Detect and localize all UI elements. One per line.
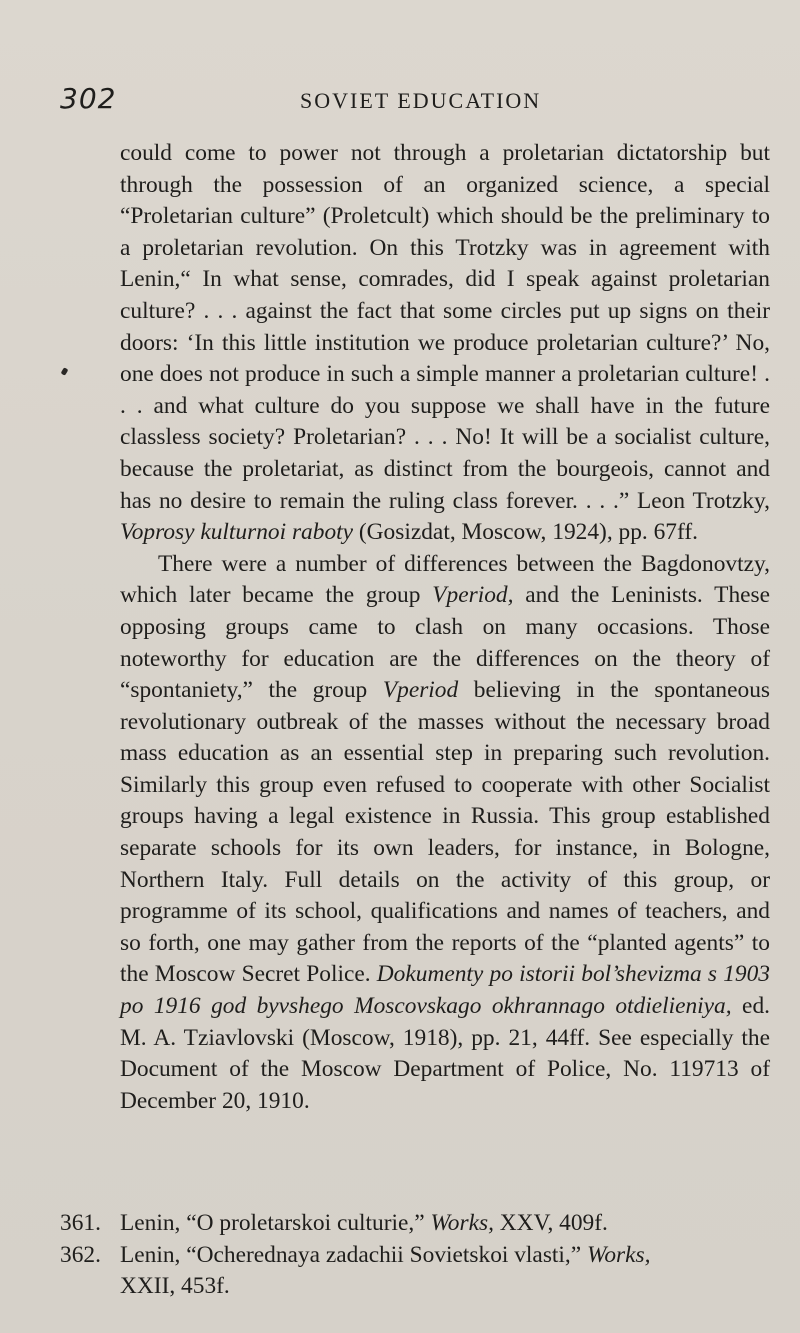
endnote-number: 362. (60, 1241, 101, 1268)
running-head: SOVIET EDUCATION (300, 88, 542, 113)
margin-mark (61, 367, 69, 376)
group-name: Vperiod, (432, 582, 514, 609)
book-title: Voprosy kulturnoi raboty (120, 519, 354, 546)
endnote-text: Lenin, “Ocherednaya zadachii Sovietskoi vlasti,” Works, (120, 1241, 651, 1268)
endnote-number: 361. (60, 1210, 101, 1236)
page-header (60, 82, 760, 122)
paragraph-vperiod: There were a number of differences between the Bagdonovtzy, which later became the group Vperiod, and the Leninists. These opposing groups came to clash on many occasions. Those noteworthy for education are the differences on the theory of “spontaniety,” the group Vperiod believing in the spontaneous revolutionary outbreak of the masses without the necessary broad mass education as an essential step in preparing such revolution. Similarly this group even refused to cooperate with other Socialist groups having a legal existence in Russia. This group established separate schools for its own leaders, for instance, in Bologne, Northern Italy. Full details on the activity of this group, or programme of its school, qualifications and names of teachers, and so forth, one may gather from the reports of the “planted agents” to the Moscow Secret Police. Dokumenty po istorii bol’shevizma s 1903 po 1916 god byvshego Moscovskago okhrannago otdielieniya, ed. M. A. Tziavlovski (Moscow, 1918), pp. 21, 44ff. See especially the Document of the Moscow Department of Police, No. 119713 of December 20, 1910. (120, 550, 770, 1114)
group-name: Vperiod (382, 677, 459, 704)
body-text (120, 138, 770, 1117)
endnote (60, 1240, 780, 1272)
endnote-text: Lenin, “O proletarskoi culturie,” Works, XXV, 409f. (120, 1210, 608, 1236)
page-number: 302 (60, 82, 117, 115)
endnotes (60, 1208, 780, 1303)
book-title: Dokumenty po istorii bol’shevizma s 1903 po 1916 god byvshego Moscovskago okhrannago otdielieniya, (120, 961, 770, 1020)
endnote (60, 1208, 780, 1240)
endnote-continuation: XXII, 453f. (120, 1273, 230, 1300)
paragraph-continuation: could come to power not through a proletarian dictatorship but through the possession of an organized science, a special “Proletarian culture” (Proletcult) which should be the preliminary to a proletarian revolution. On this Trotzky was in agreement with Lenin,“ In what sense, comrades, did I speak against proletarian culture? . . . against the fact that some circles put up signs on their doors: ‘In this little institution we produce proletarian culture?’ No, one does not produce in such a simple manner a proletarian culture! . . . and what culture do you suppose we shall have in the future classless society? Proletarian? . . . No! It will be a socialist culture, because the proletariat, as distinct from the bourgeois, cannot and has no desire to remain the ruling class forever. . . .” Leon Trotzky, Voprosy kulturnoi raboty (Gosizdat, Moscow, 1924), pp. 67ff. (120, 140, 770, 546)
